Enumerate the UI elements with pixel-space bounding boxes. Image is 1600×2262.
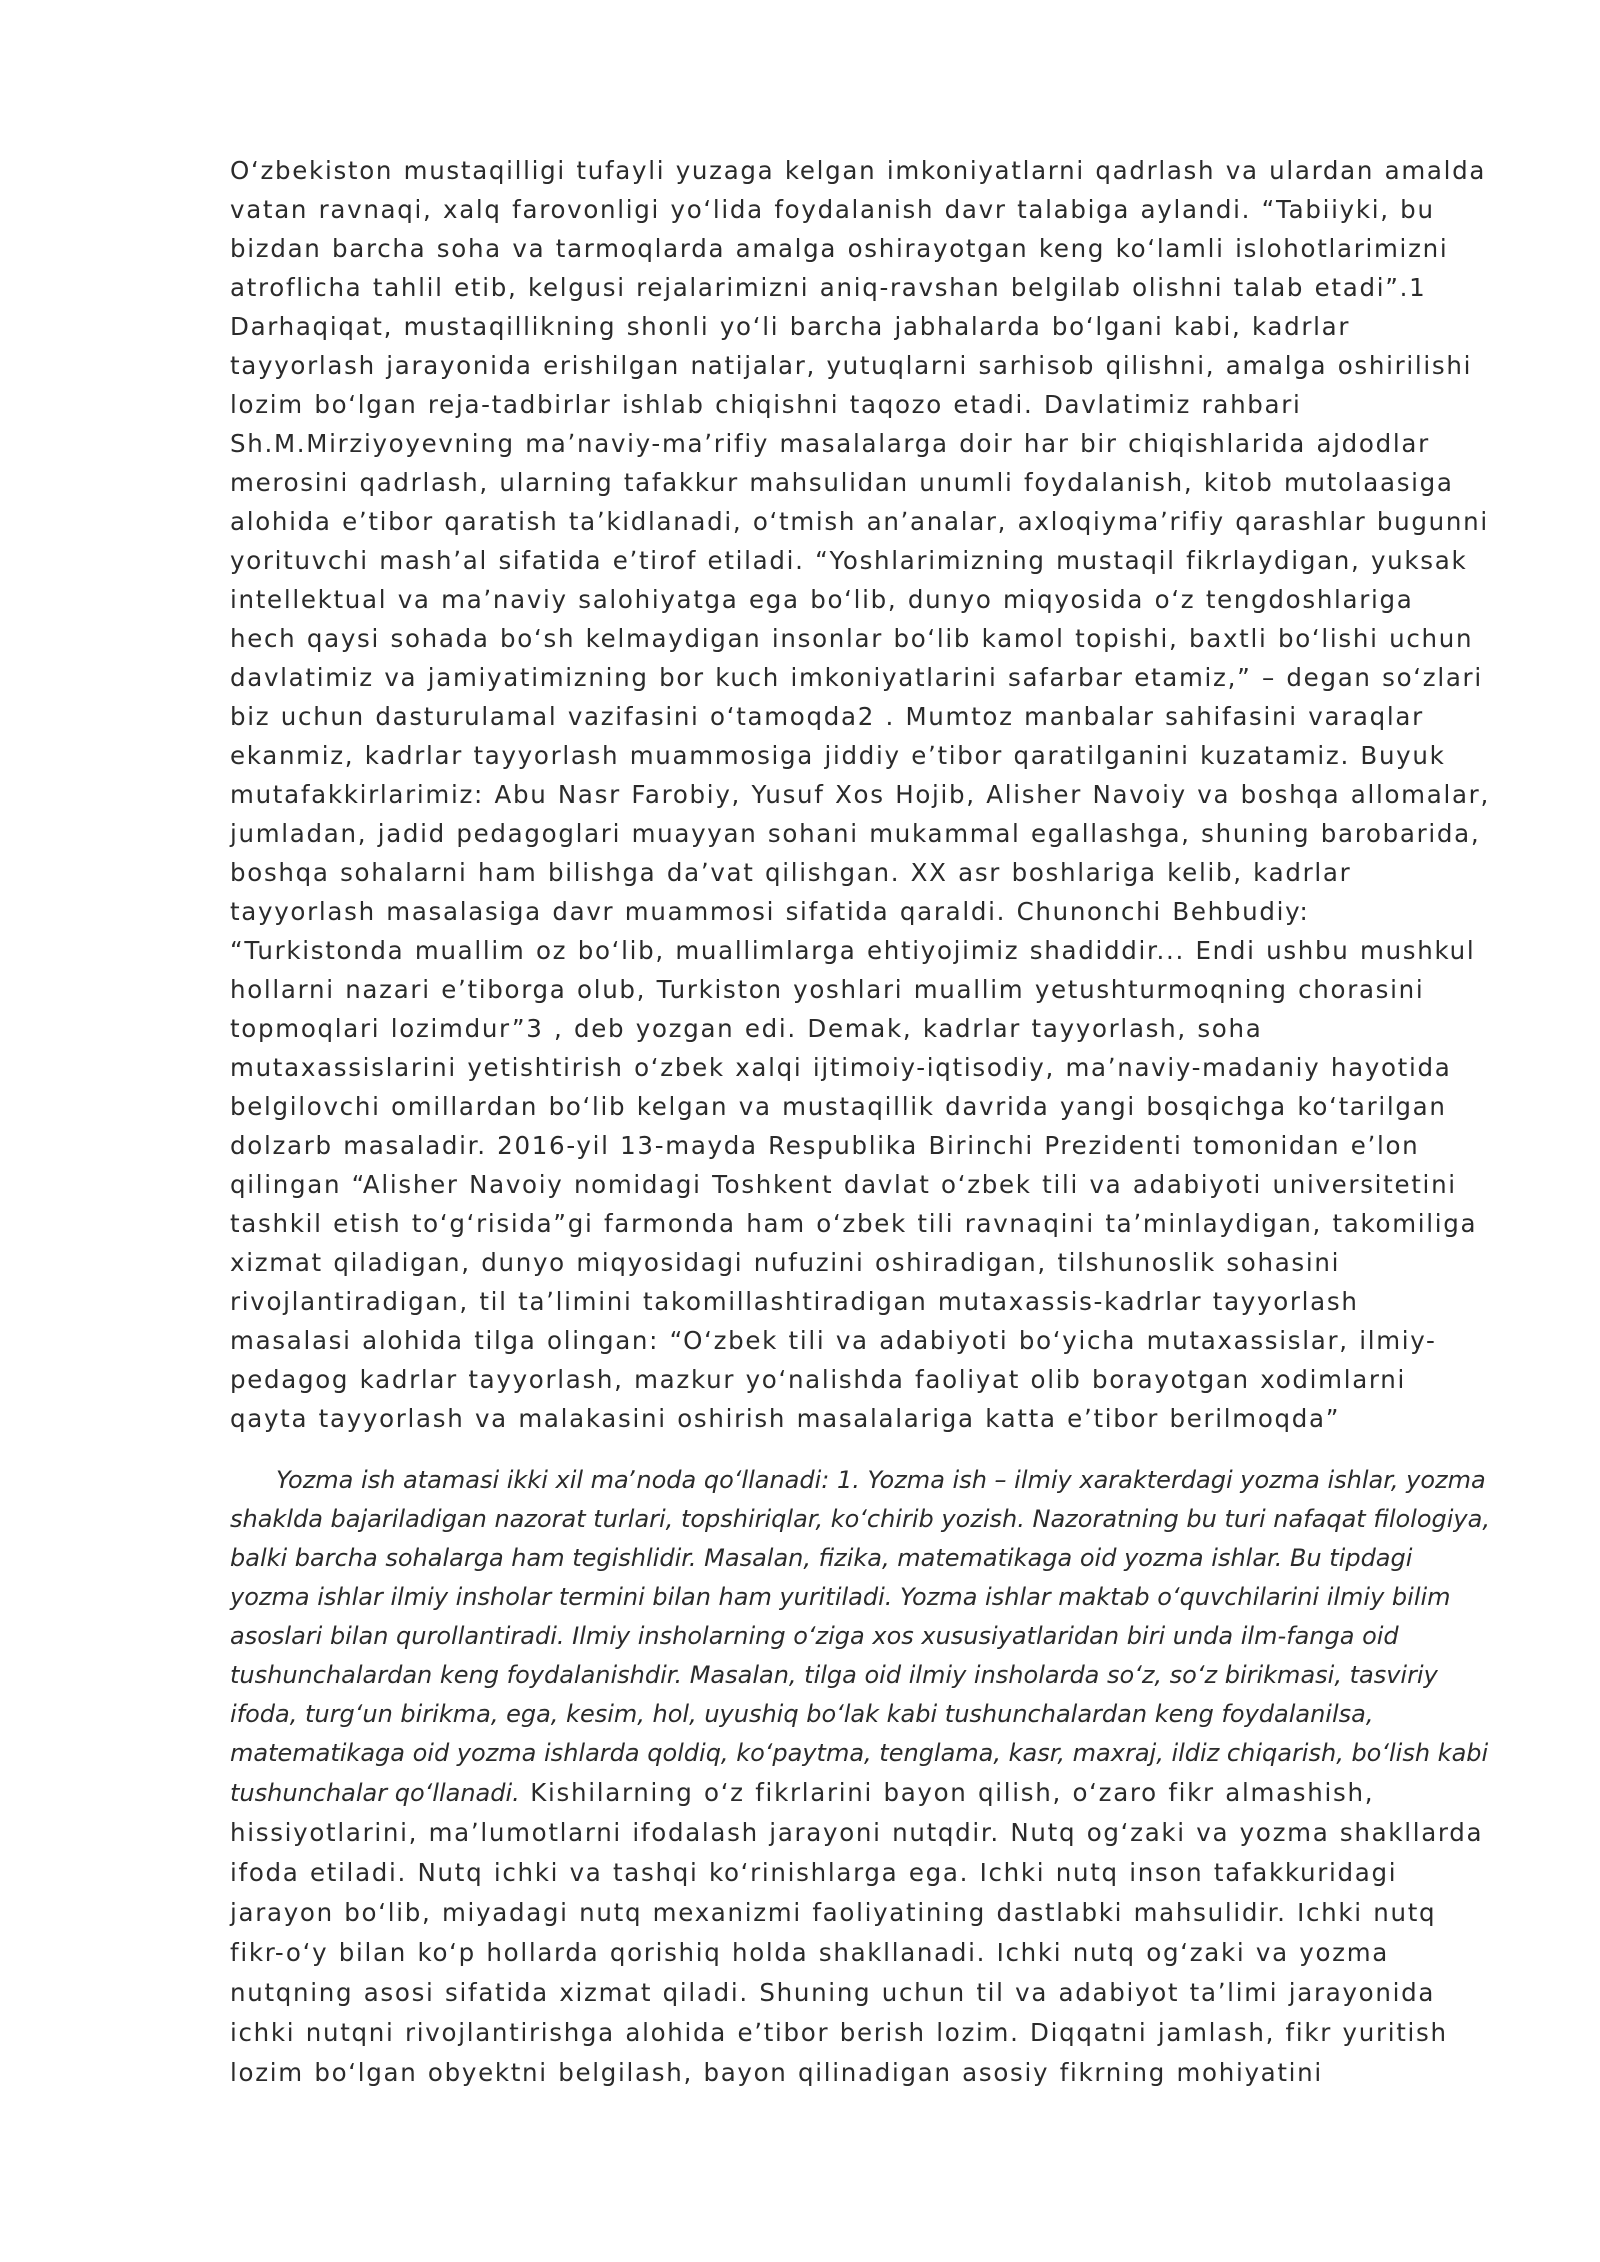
body-paragraph-1: Oʻzbekiston mustaqilligi tufayli yuzaga kelgan imkoniyatlarni qadrlash va ulardan amalda vatan ravnaqi, xalq farovonligi yoʻlida foydalanish davr talabiga aylandi. “Tabiiyki, bu bizdan barcha soha va tarmoqlarda amalga oshirayotgan keng koʻlamli islohotlarimizni atroflicha tahlil etib, kelgusi rejalarimizni aniq-ravshan belgilab olishni talab etadi”.1 Darhaqiqat, mustaqillikning shonli yoʻli barcha jabhalarda boʻlgani kabi, kadrlar tayyorlash jarayonida erishilgan natijalar, yutuqlarni sarhisob qilishni, amalga oshirilishi lozim boʻlgan reja-tadbirlar ishlab chiqishni taqozo etadi. Davlatimiz rahbari Sh.M.Mirziyoyevning maʼnaviy-maʼrifiy masalalarga doir har bir chiqishlarida ajdodlar merosini qadrlash, ularning tafakkur mahsulidan unumli foydalanish, kitob mutolaasiga alohida eʼtibor qaratish taʼkidlanadi, oʻtmish anʼanalar, axloqiymaʼrifiy qarashlar bugunni yorituvchi mashʼal sifatida eʼtirof etiladi. “Yoshlarimizning mustaqil fikrlaydigan, yuksak intellektual va maʼnaviy salohiyatga ega boʻlib, dunyo miqyosida oʻz tengdoshlariga hech qaysi sohada boʻsh kelmaydigan insonlar boʻlib kamol topishi, baxtli boʻlishi uchun davlatimiz va jamiyatimizning bor kuch imkoniyatlarini safarbar etamiz,” – degan soʻzlari biz uchun dasturulamal vazifasini oʻtamoqda2 . Mumtoz manbalar sahifasini varaqlar ekanmiz, kadrlar tayyorlash muammosiga jiddiy eʼtibor qaratilganini kuzatamiz. Buyuk mutafakkirlarimiz: Abu Nasr Farobiy, Yusuf Xos Hojib, Alisher Navoiy va boshqa allomalar, jumladan, jadid pedagoglari muayyan sohani mukammal egallashga, shuning barobarida, boshqa sohalarni ham bilishga daʼvat qilishgan. XX asr boshlariga kelib, kadrlar tayyorlash masalasiga davr muammosi sifatida qaraldi. Chunonchi Behbudiy: “Turkistonda muallim oz boʻlib, muallimlarga ehtiyojimiz shadiddir... Endi ushbu mushkul hollarni nazari eʼtiborga olub, Turkiston yoshlari muallim yetushturmoqning chorasini topmoqlari lozimdur”3 , deb yozgan edi. Demak, kadrlar tayyorlash, soha mutaxassislarini yetishtirish oʻzbek xalqi ijtimoiy-iqtisodiy, maʼnaviy-madaniy hayotida belgilovchi omillardan boʻlib kelgan va mustaqillik davrida yangi bosqichga koʻtarilgan dolzarb masaladir. 2016-yil 13-mayda Respublika Birinchi Prezidenti tomonidan eʼlon qilingan “Alisher Navoiy nomidagi Toshkent davlat oʻzbek tili va adabiyoti universitetini tashkil etish toʻgʻrisida”gi farmonda ham oʻzbek tili ravnaqini taʼminlaydigan, takomiliga xizmat qiladigan, dunyo miqyosidagi nufuzini oshiradigan, tilshunoslik sohasini rivojlantiradigan, til taʼlimini takomillashtiradigan mutaxassis-kadrlar tayyorlash masalasi alohida tilga olingan: “Oʻzbek tili va adabiyoti boʻyicha mutaxassislar, ilmiy-pedagog kadrlar tayyorlash, mazkur yoʻnalishda faoliyat olib borayotgan xodimlarni qayta tayyorlash va malakasini oshirish masalalariga katta eʼtibor berilmoqda” <box>230 156 1490 1433</box>
italic-definition-text: Yozma ish atamasi ikki xil maʼnoda qoʻllanadi: 1. Yozma ish – ilmiy xarakterdagi yozma ishlar, yozma shaklda bajariladigan nazorat turlari, topshiriqlar, koʻchirib yozish. Nazoratning bu turi nafaqat filologiya, balki barcha sohalarga ham tegishlidir. Masalan, fizika, matematikaga oid yozma ishlar. Bu tipdagi yozma ishlar ilmiy insholar termini bilan ham yuritiladi. Yozma ishlar maktab oʻquvchilarini ilmiy bilim asoslari bilan qurollantiradi. Ilmiy insholarning oʻziga xos xususiyatlaridan biri unda ilm-fanga oid tushunchalardan keng foydalanishdir. Masalan, tilga oid ilmiy insholarda soʻz, soʻz birikmasi, tasviriy ifoda, turgʻun birikma, ega, kesim, hol, uyushiq boʻlak kabi tushunchalardan keng foydalanilsa, matematikaga oid yozma ishlarda qoldiq, koʻpaytma, tenglama, kasr, maxraj, ildiz chiqarish, boʻlish kabi tushunchalar qoʻllanadi. <box>230 1466 1490 1807</box>
body-paragraph-2 <box>230 1461 1490 2093</box>
speech-description-text: Kishilarning oʻz fikrlarini bayon qilish, oʻzaro fikr almashish, hissiyotlarini, maʼlumotlarni ifodalash jarayoni nutqdir. Nutq ogʻzaki va yozma shakllarda ifoda etiladi. Nutq ichki va tashqi koʻrinishlarga ega. Ichki nutq inson tafakkuridagi jarayon boʻlib, miyadagi nutq mexanizmi faoliyatining dastlabki mahsulidir. Ichki nutq fikr-oʻy bilan koʻp hollarda qorishiq holda shakllanadi. Ichki nutq ogʻzaki va yozma nutqning asosi sifatida xizmat qiladi. Shuning uchun til va adabiyot taʼlimi jarayonida ichki nutqni rivojlantirishga alohida eʼtibor berish lozim. Diqqatni jamlash, fikr yuritish lozim boʻlgan obyektni belgilash, bayon qilinadigan asosiy fikrning mohiyatini <box>230 1778 1484 2087</box>
